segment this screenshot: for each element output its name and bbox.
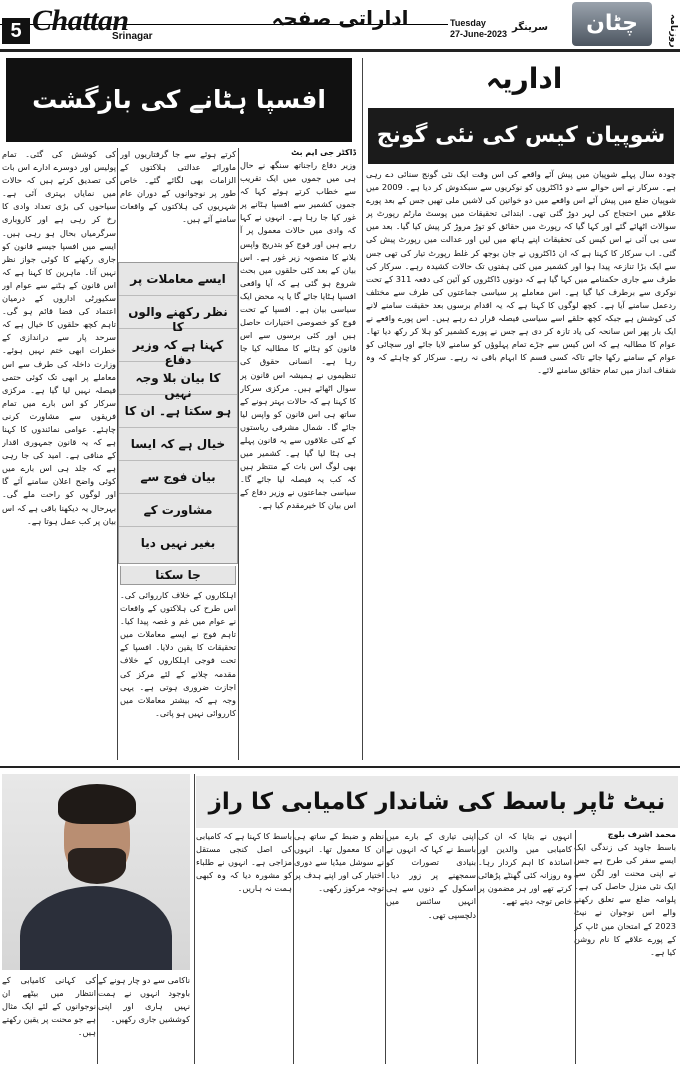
pull-quote-line: جا سکتا: [120, 566, 236, 585]
editorial-title: شوپیان کیس کی نئی گونج: [368, 108, 674, 164]
pull-quote-line: کہنا ہے کہ وزیر دفاع: [119, 329, 237, 362]
pull-quote-line: خیال ہے کہ ایسا: [119, 428, 237, 461]
photo-beard: [68, 848, 126, 884]
article2-column-2: انہوں نے بتایا کہ ان کی کامیابی میں والدین اور اساتذہ کا اہم کردار رہا۔ وہ روزانہ کئی گھنٹے پڑھائی کرتے تھے اور ہر مضمون پر خاص توجہ دیتے تھے۔: [478, 831, 572, 907]
masthead: [0, 0, 680, 52]
column-divider: [194, 774, 195, 1064]
article1-column-3: کی کوشش کی گئی۔ تمام پولیس اور دوسرے ادارے اس بات کی تصدیق کرتے ہیں کہ حالات میں نمایاں بہتری آئی ہے۔ سیاحوں کی بڑی تعداد وادی کا رخ کر رہی ہے اور کاروباری سرگرمیاں بحال ہو رہی ہیں۔ ایسے میں افسپا جیسے قانون کو جاری رکھنے کا کوئی جواز نظر نہیں آتا۔ ماہرین کا کہنا ہے کہ اس قانون کے ہٹنے سے عوام اور سکیورٹی اداروں کے درمیان اعتماد کی فضا قائم ہو گی۔ تاہم کچھ حلقوں کا خیال ہے کہ سرحد پار سے دراندازی کے خطرات ابھی ختم نہیں ہوئے۔ وزارت داخلہ کی طرف سے اس معاملے پر ابھی تک کوئی حتمی فیصلہ نہیں لیا گیا ہے۔ مرکزی سرکار کو اس بارے میں تمام فریقوں سے مشاورت کرنی چاہئے۔ عوامی نمائندوں کا کہنا ہے کہ یہ قانون جمہوری اقدار کے منافی ہے۔ امید کی جا رہی ہے کہ جلد ہی اس بارے میں کوئی واضح اعلان سامنے آئے گا اور لوگوں کو راحت ملے گی۔ بہرحال یہ دیکھنا باقی ہے کہ اس بیان پر کب عمل ہوتا ہے۔: [2, 149, 116, 526]
pull-quote-line: بیان فوج سے: [119, 461, 237, 494]
article2-column-3: اپنی تیاری کے بارے میں باسط نے کہا کہ انہوں نے بنیادی تصورات کو سمجھنے پر زور دیا۔ اسکول کے دنوں سے ہی انہیں سائنس میں دلچسپی تھی۔: [386, 831, 476, 920]
column-divider: [238, 148, 239, 760]
article1-column-1: [240, 148, 356, 760]
article1-pull-quote: [118, 262, 238, 564]
photo-shirt: [20, 886, 172, 970]
column-divider: [293, 830, 294, 1064]
article2-col1-text: باسط جاوید کی زندگی ایک ایسے سفر کی طرح ہے جس نے اپنی محنت اور لگن سے ایک نئی منزل حاصل کی ہے۔ پلوامہ ضلع سے تعلق رکھنے والے اس نوجوان نے نیٹ 2023 کے امتحان میں ٹاپ کر کے پورے علاقے کا نام روشن کیا ہے۔: [574, 842, 676, 957]
photo-hair: [58, 784, 136, 824]
pull-quote-line: کا بیان بلا وجہ نہیں: [119, 362, 237, 395]
newspaper-logo: چٹان: [572, 2, 652, 46]
column-divider: [575, 830, 576, 1064]
city-name: Srinagar: [112, 31, 153, 42]
day-label: Tuesday: [450, 18, 486, 28]
editorial-body: چودہ سال پہلے شوپیان میں پیش آئے واقعے کی اس وقت ایک نئی گونج سنائی دے رہی ہے۔ سرکار نے اس حوالے سے دو ڈاکٹروں کو نوکریوں سے سبکدوش کر دیا ہے۔ 2009 میں شوپیان ضلع میں پیش آئے اس واقعے میں دو خواتین کی لاشیں ملی تھیں جس کے بعد پورے علاقے میں احتجاج کی لہر دوڑ گئی تھی۔ ابتدائی تحقیقات میں پوسٹ مارٹم رپورٹ پر سوالات اٹھائے گئے اور کہا گیا کہ رپورٹ میں حقائق کو توڑ مروڑ کر پیش کیا گیا۔ بعد میں سی بی آئی نے اس کیس کی تحقیقات اپنے ہاتھ میں لیں اور عدالت میں رپورٹ پیش کی گئی۔ اب سرکار کا کہنا ہے کہ ان ڈاکٹروں نے جان بوجھ کر غلط رپورٹ تیار کی تھی جس سے ایک بڑا تنازعہ پیدا ہوا اور کشمیر میں کئی ہفتوں تک حالات کشیدہ رہے۔ سرکار کی طرف سے جاری حکمنامے میں کہا گیا ہے کہ دونوں ڈاکٹروں کو آئین کی دفعہ 311 کے تحت نوکری سے برطرف کیا گیا ہے۔ اس معاملے پر سیاسی جماعتوں کی طرف سے مختلف ردعمل سامنے آیا ہے۔ کچھ لوگوں کا کہنا ہے کہ یہ اقدام برسوں بعد حقیقت سامنے لانے کی کوشش ہے جبکہ کچھ حلقے اسے سیاسی فیصلہ قرار دے رہے ہیں۔ اس پورے واقعے نے ایک بار پھر اس سانحہ کی یاد تازہ کر دی ہے جس نے پورے کشمیر کو ہلا کر رکھ دیا تھا۔ عوام کا مطالبہ ہے کہ اس کیس سے جڑے تمام پہلوؤں کو سامنے لایا جائے اور سچائی کو عوام کے سامنے رکھا جائے تاکہ کسی قسم کا ابہام باقی نہ رہے۔ سرکار کو چاہئے کہ وہ شفاف انداز میں تمام حقائق سامنے لائے۔: [366, 169, 676, 376]
pull-quote-line: ایسے معاملات پر: [119, 263, 237, 296]
date-block: [450, 18, 507, 40]
editorial-heading: اداریہ: [485, 62, 563, 95]
column-divider: [477, 830, 478, 1064]
editorial-header: [366, 58, 676, 166]
article1-byline: ڈاکٹر جی ایم بٹ: [291, 148, 356, 157]
article1-column-2: کرتے ہوئے سے جا گرفتاریوں اور ماورائے عدالتی ہلاکتوں کے الزامات بھی لگائے گئے۔ خاص طور پر نوجوانوں کے دوران عام شہریوں کی ہلاکتوں کے واقعات سامنے آئے ہیں۔: [120, 149, 236, 225]
article2-title: نیٹ ٹاپر باسط کی شاندار کامیابی کا راز: [196, 776, 678, 828]
article1-column-2b: [120, 566, 236, 760]
article2-column-1: [574, 830, 676, 1064]
article2-column-7: کی کہانی کامیابی کے انتظار میں بیٹھے ان نوجوانوں کے لئے ایک مثال ہے جو محنت پر یقین رکھتے ہیں۔: [2, 975, 96, 1038]
article2-column-4: نظم و ضبط کے ساتھ ہی ان کا معمول تھا۔ انہوں نے سوشل میڈیا سے دوری اختیار کی اور اپنے ہدف پر توجہ مرکوز رکھی۔: [294, 831, 384, 894]
city-name-urdu: سرینگر: [512, 22, 548, 33]
article2-byline: محمد اشرف بلوچ: [607, 830, 676, 839]
column-divider: [385, 830, 386, 1064]
section-divider: [0, 766, 680, 768]
page-number: 5: [2, 18, 30, 44]
pull-quote-line: بغیر نہیں دیا: [140, 536, 216, 550]
article1-col2b-text: اہلکاروں کے خلاف کارروائی کی۔ اس طرح کی ہلاکتوں کے واقعات نے عوام میں غم و غصہ پیدا کیا۔ تاہم فوج نے ایسے معاملات میں تحقیقات کا یقین دلایا۔ افسپا کے تحت فوجی اہلکاروں کے خلاف مقدمہ چلانے کے لئے مرکز کی اجازت ضروری ہوتی ہے۔ یہی وجہ ہے کہ بیشتر معاملات میں کارروائی نہیں ہو پاتی۔: [120, 590, 236, 718]
pull-quote-line: ہو سکتا ہے۔ ان کا: [119, 395, 237, 428]
pull-quote-line: مشاورت کے: [119, 494, 237, 527]
column-divider: [362, 58, 363, 760]
article1-title: افسپا ہٹانے کی بازگشت: [6, 58, 352, 142]
daily-label-urdu: روزنامہ: [668, 14, 678, 48]
pull-quote-line: نظر رکھنے والوں کا: [119, 296, 237, 329]
portrait-photo: [2, 774, 190, 970]
article1-col1-text: وزیر دفاع راجناتھ سنگھ نے حال ہی میں جموں میں ایک تقریب سے خطاب کرتے ہوئے کہا کہ جموں کشمیر سے افسپا ہٹانے پر غور کیا جا رہا ہے۔ انہوں نے کہا کہ وادی میں حالات معمول پر آ رہے ہیں اور فوج کو بتدریج واپس بلانے کا منصوبہ زیر غور ہے۔ اس بیان کے بعد کئی حلقوں میں بحث شروع ہو گئی ہے کہ آیا واقعی افسپا ہٹایا جائے گا یا یہ محض ایک سیاسی بیان ہے۔ افسپا کے تحت فوج کو خصوصی اختیارات حاصل ہیں اور کئی برسوں سے اس قانون کو ہٹانے کا مطالبہ کیا جا رہا ہے۔ انسانی حقوق کی تنظیموں نے ہمیشہ اس قانون پر سوال اٹھائے ہیں۔ مرکزی سرکار کا کہنا ہے کہ حالات بہتر ہونے کے ساتھ ہی اس قانون کو واپس لیا جائے گا۔ شمال مشرقی ریاستوں کے کئی علاقوں سے یہ قانون پہلے ہی ہٹا لیا گیا ہے۔ کشمیر میں بھی لوگ اس بات کے منتظر ہیں کہ کب یہ فیصلہ لیا جائے گا۔ سیاسی جماعتوں نے وزیر دفاع کے اس بیان کا خیرمقدم کیا ہے۔: [240, 160, 356, 511]
article2-column-5: باسط کا کہنا ہے کہ کامیابی کی اصل کنجی مستقل مزاجی ہے۔ انہوں نے طلباء کو مشورہ دیا کہ وہ کبھی ہمت نہ ہاریں۔: [196, 831, 292, 894]
brand-name: Chattan: [32, 4, 129, 37]
column-divider: [97, 974, 98, 1064]
article2-column-6: ناکامی سے دو چار ہونے کے باوجود انہوں نے ہمت نہیں ہاری اور اپنی کوششیں جاری رکھیں۔: [98, 975, 190, 1025]
date-label: 27-June-2023: [450, 29, 508, 39]
column-divider: [117, 148, 118, 760]
section-title: اداراتی صفحہ: [271, 6, 409, 30]
